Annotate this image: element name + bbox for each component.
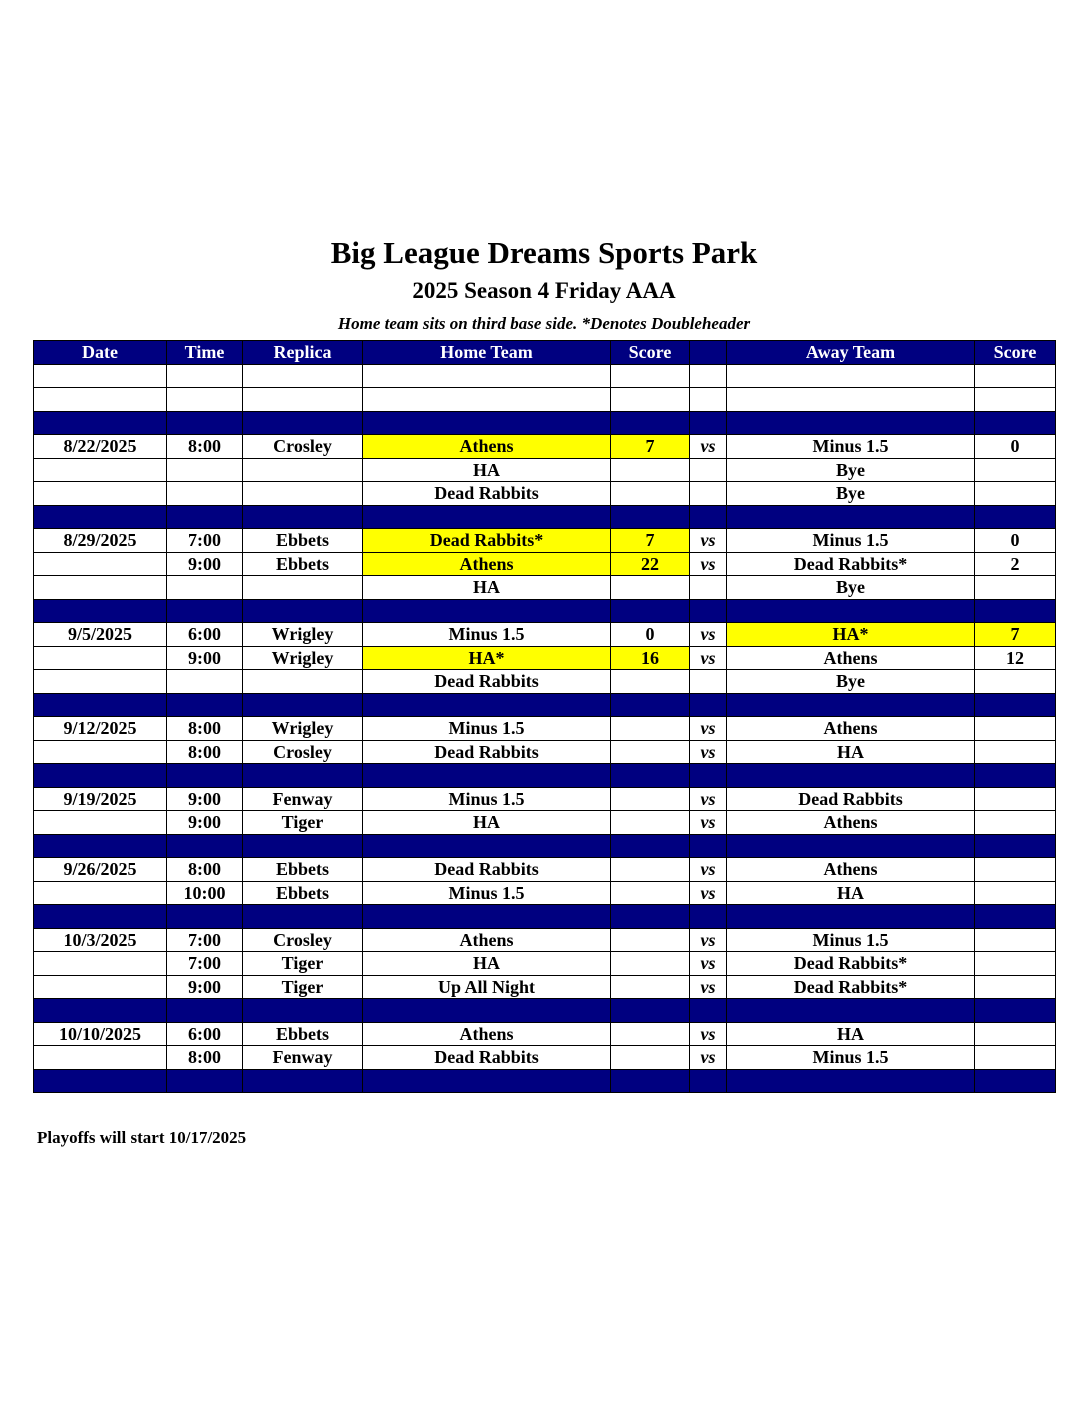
separator-cell: [167, 505, 243, 529]
separator-row: [34, 411, 1056, 435]
home-team-cell: Minus 1.5: [363, 881, 611, 905]
separator-row: [34, 599, 1056, 623]
separator-cell: [690, 599, 727, 623]
replica-cell: [243, 364, 363, 388]
home-team-cell: HA: [363, 952, 611, 976]
home-team-cell: Dead Rabbits: [363, 740, 611, 764]
home-team-cell: Minus 1.5: [363, 717, 611, 741]
game-row: [34, 811, 1056, 835]
separator-row: [34, 693, 1056, 717]
away-score-cell: [975, 1046, 1056, 1070]
separator-row: [34, 1069, 1056, 1093]
separator-cell: [611, 599, 690, 623]
separator-cell: [975, 1069, 1056, 1093]
away-score-cell: [975, 670, 1056, 694]
separator-cell: [611, 764, 690, 788]
game-row: [34, 458, 1056, 482]
separator-cell: [34, 905, 167, 929]
home-team-cell: Athens: [363, 435, 611, 459]
separator-cell: [167, 834, 243, 858]
away-team-cell: Minus 1.5: [727, 435, 975, 459]
date-cell: [34, 646, 167, 670]
date-cell: 10/3/2025: [34, 928, 167, 952]
time-cell: 7:00: [167, 529, 243, 553]
away-team-cell: Dead Rabbits*: [727, 952, 975, 976]
replica-cell: Tiger: [243, 811, 363, 835]
time-cell: 8:00: [167, 740, 243, 764]
replica-cell: Wrigley: [243, 646, 363, 670]
vs-cell: [690, 482, 727, 506]
away-score-cell: [975, 576, 1056, 600]
separator-cell: [34, 693, 167, 717]
col-header-replica: Replica: [243, 341, 363, 365]
separator-cell: [243, 999, 363, 1023]
home-score-cell: [611, 388, 690, 412]
separator-cell: [363, 411, 611, 435]
time-cell: 9:00: [167, 787, 243, 811]
separator-cell: [243, 834, 363, 858]
replica-cell: [243, 388, 363, 412]
away-team-cell: Minus 1.5: [727, 529, 975, 553]
time-cell: 8:00: [167, 1046, 243, 1070]
separator-cell: [690, 834, 727, 858]
vs-cell: vs: [690, 787, 727, 811]
separator-cell: [727, 505, 975, 529]
game-row: [34, 646, 1056, 670]
away-team-cell: HA: [727, 1022, 975, 1046]
time-cell: 10:00: [167, 881, 243, 905]
separator-cell: [611, 905, 690, 929]
separator-cell: [363, 1069, 611, 1093]
home-score-cell: [611, 811, 690, 835]
separator-cell: [975, 999, 1056, 1023]
home-team-cell: [363, 364, 611, 388]
time-cell: [167, 670, 243, 694]
separator-cell: [167, 693, 243, 717]
away-team-cell: HA*: [727, 623, 975, 647]
separator-cell: [975, 411, 1056, 435]
away-score-cell: [975, 482, 1056, 506]
away-score-cell: 7: [975, 623, 1056, 647]
game-row: [34, 529, 1056, 553]
playoffs-note: Playoffs will start 10/17/2025: [37, 1128, 247, 1147]
home-team-cell: Minus 1.5: [363, 623, 611, 647]
vs-cell: [690, 576, 727, 600]
separator-cell: [975, 599, 1056, 623]
away-team-cell: Athens: [727, 811, 975, 835]
time-cell: 7:00: [167, 928, 243, 952]
vs-cell: vs: [690, 811, 727, 835]
home-score-cell: [611, 364, 690, 388]
replica-cell: Ebbets: [243, 529, 363, 553]
separator-cell: [975, 764, 1056, 788]
game-row: [34, 717, 1056, 741]
replica-cell: Fenway: [243, 787, 363, 811]
away-team-cell: Athens: [727, 717, 975, 741]
game-row: [34, 552, 1056, 576]
home-score-cell: [611, 952, 690, 976]
separator-cell: [363, 905, 611, 929]
separator-row: [34, 505, 1056, 529]
separator-cell: [611, 411, 690, 435]
col-header-home-team: Home Team: [363, 341, 611, 365]
game-row: [34, 482, 1056, 506]
vs-cell: vs: [690, 552, 727, 576]
replica-cell: Ebbets: [243, 1022, 363, 1046]
date-cell: [34, 670, 167, 694]
replica-cell: Wrigley: [243, 623, 363, 647]
away-team-cell: HA: [727, 881, 975, 905]
vs-cell: vs: [690, 952, 727, 976]
separator-cell: [34, 999, 167, 1023]
col-header-home-score: Score: [611, 341, 690, 365]
vs-cell: [690, 364, 727, 388]
date-cell: 8/29/2025: [34, 529, 167, 553]
replica-cell: [243, 670, 363, 694]
away-score-cell: [975, 388, 1056, 412]
away-team-cell: Athens: [727, 858, 975, 882]
time-cell: 9:00: [167, 552, 243, 576]
separator-cell: [727, 411, 975, 435]
home-score-cell: [611, 858, 690, 882]
home-team-cell: Athens: [363, 1022, 611, 1046]
game-row: [34, 1022, 1056, 1046]
game-row: [34, 623, 1056, 647]
vs-cell: vs: [690, 881, 727, 905]
game-row: [34, 1046, 1056, 1070]
page-subtitle: 2025 Season 4 Friday AAA: [412, 278, 676, 303]
time-cell: 9:00: [167, 646, 243, 670]
away-score-cell: 0: [975, 529, 1056, 553]
col-header-away-score: Score: [975, 341, 1056, 365]
schedule-table: [33, 340, 1056, 1093]
away-team-cell: Dead Rabbits*: [727, 552, 975, 576]
home-score-cell: [611, 787, 690, 811]
separator-cell: [363, 834, 611, 858]
separator-cell: [243, 599, 363, 623]
home-team-cell: Dead Rabbits: [363, 670, 611, 694]
vs-cell: [690, 388, 727, 412]
game-row: [34, 364, 1056, 388]
separator-cell: [611, 999, 690, 1023]
away-team-cell: Dead Rabbits*: [727, 975, 975, 999]
vs-cell: vs: [690, 858, 727, 882]
separator-cell: [611, 1069, 690, 1093]
away-team-cell: Athens: [727, 646, 975, 670]
replica-cell: Fenway: [243, 1046, 363, 1070]
home-score-cell: [611, 670, 690, 694]
date-cell: [34, 881, 167, 905]
home-score-cell: [611, 975, 690, 999]
separator-cell: [363, 505, 611, 529]
game-row: [34, 952, 1056, 976]
away-score-cell: [975, 787, 1056, 811]
away-score-cell: 2: [975, 552, 1056, 576]
date-cell: 9/5/2025: [34, 623, 167, 647]
separator-cell: [975, 505, 1056, 529]
game-row: [34, 787, 1056, 811]
replica-cell: Tiger: [243, 975, 363, 999]
time-cell: [167, 458, 243, 482]
separator-cell: [690, 505, 727, 529]
time-cell: 8:00: [167, 435, 243, 459]
separator-cell: [727, 693, 975, 717]
time-cell: 6:00: [167, 1022, 243, 1046]
home-score-cell: [611, 458, 690, 482]
away-score-cell: [975, 952, 1056, 976]
separator-cell: [690, 1069, 727, 1093]
home-score-cell: 7: [611, 435, 690, 459]
away-team-cell: Dead Rabbits: [727, 787, 975, 811]
game-row: [34, 740, 1056, 764]
away-team-cell: Bye: [727, 458, 975, 482]
away-score-cell: [975, 1022, 1056, 1046]
separator-cell: [727, 1069, 975, 1093]
away-team-cell: Bye: [727, 482, 975, 506]
separator-cell: [167, 1069, 243, 1093]
separator-row: [34, 764, 1056, 788]
time-cell: 6:00: [167, 623, 243, 647]
time-cell: [167, 364, 243, 388]
away-score-cell: [975, 975, 1056, 999]
vs-cell: vs: [690, 717, 727, 741]
game-row: [34, 435, 1056, 459]
vs-cell: vs: [690, 740, 727, 764]
home-team-cell: HA: [363, 811, 611, 835]
away-team-cell: Minus 1.5: [727, 928, 975, 952]
away-score-cell: [975, 364, 1056, 388]
date-cell: 8/22/2025: [34, 435, 167, 459]
home-score-cell: [611, 717, 690, 741]
away-team-cell: HA: [727, 740, 975, 764]
separator-cell: [975, 905, 1056, 929]
date-cell: [34, 1046, 167, 1070]
replica-cell: Crosley: [243, 740, 363, 764]
time-cell: 8:00: [167, 858, 243, 882]
away-team-cell: Bye: [727, 670, 975, 694]
vs-cell: vs: [690, 928, 727, 952]
home-team-cell: Dead Rabbits: [363, 482, 611, 506]
home-team-cell: Minus 1.5: [363, 787, 611, 811]
vs-cell: vs: [690, 1022, 727, 1046]
separator-cell: [690, 411, 727, 435]
separator-cell: [243, 1069, 363, 1093]
vs-cell: [690, 458, 727, 482]
home-team-cell: Dead Rabbits*: [363, 529, 611, 553]
replica-cell: [243, 576, 363, 600]
home-team-cell: Athens: [363, 928, 611, 952]
home-team-cell: Up All Night: [363, 975, 611, 999]
col-header-away-team: Away Team: [727, 341, 975, 365]
date-cell: [34, 552, 167, 576]
separator-cell: [243, 905, 363, 929]
vs-cell: vs: [690, 529, 727, 553]
col-header-vs: [690, 341, 727, 365]
away-team-cell: [727, 364, 975, 388]
date-cell: 10/10/2025: [34, 1022, 167, 1046]
separator-cell: [611, 834, 690, 858]
doubleheader-note: Home team sits on third base side. *Denotes Doubleheader: [337, 314, 751, 333]
date-cell: [34, 458, 167, 482]
time-cell: 8:00: [167, 717, 243, 741]
replica-cell: Wrigley: [243, 717, 363, 741]
home-team-cell: HA: [363, 458, 611, 482]
game-row: [34, 670, 1056, 694]
separator-cell: [243, 764, 363, 788]
date-cell: [34, 975, 167, 999]
game-row: [34, 576, 1056, 600]
game-row: [34, 858, 1056, 882]
away-score-cell: [975, 717, 1056, 741]
game-row: [34, 928, 1056, 952]
home-team-cell: Athens: [363, 552, 611, 576]
time-cell: 9:00: [167, 975, 243, 999]
time-cell: [167, 482, 243, 506]
date-cell: [34, 952, 167, 976]
separator-cell: [34, 599, 167, 623]
separator-cell: [34, 411, 167, 435]
separator-cell: [167, 764, 243, 788]
replica-cell: Crosley: [243, 928, 363, 952]
home-score-cell: [611, 1022, 690, 1046]
separator-cell: [363, 693, 611, 717]
separator-cell: [727, 764, 975, 788]
separator-cell: [243, 505, 363, 529]
date-cell: [34, 576, 167, 600]
separator-cell: [611, 693, 690, 717]
home-score-cell: 7: [611, 529, 690, 553]
vs-cell: vs: [690, 646, 727, 670]
home-team-cell: Dead Rabbits: [363, 1046, 611, 1070]
separator-row: [34, 999, 1056, 1023]
separator-cell: [690, 999, 727, 1023]
replica-cell: Crosley: [243, 435, 363, 459]
home-score-cell: 16: [611, 646, 690, 670]
page-title: Big League Dreams Sports Park: [330, 235, 758, 270]
vs-cell: vs: [690, 1046, 727, 1070]
home-team-cell: HA: [363, 576, 611, 600]
separator-cell: [167, 905, 243, 929]
away-score-cell: [975, 740, 1056, 764]
separator-cell: [727, 599, 975, 623]
separator-row: [34, 834, 1056, 858]
separator-cell: [727, 905, 975, 929]
away-team-cell: Minus 1.5: [727, 1046, 975, 1070]
replica-cell: [243, 482, 363, 506]
vs-cell: vs: [690, 435, 727, 459]
schedule-body: [34, 364, 1056, 1093]
separator-cell: [727, 834, 975, 858]
game-row: [34, 388, 1056, 412]
separator-cell: [363, 999, 611, 1023]
separator-cell: [167, 411, 243, 435]
away-score-cell: 0: [975, 435, 1056, 459]
home-team-cell: [363, 388, 611, 412]
col-header-time: Time: [167, 341, 243, 365]
replica-cell: [243, 458, 363, 482]
home-score-cell: [611, 881, 690, 905]
home-score-cell: 0: [611, 623, 690, 647]
home-score-cell: [611, 740, 690, 764]
home-score-cell: [611, 1046, 690, 1070]
game-row: [34, 881, 1056, 905]
separator-cell: [243, 411, 363, 435]
separator-cell: [975, 693, 1056, 717]
vs-cell: vs: [690, 623, 727, 647]
vs-cell: vs: [690, 975, 727, 999]
home-score-cell: 22: [611, 552, 690, 576]
home-team-cell: Dead Rabbits: [363, 858, 611, 882]
separator-cell: [34, 834, 167, 858]
date-cell: 9/12/2025: [34, 717, 167, 741]
home-score-cell: [611, 928, 690, 952]
date-cell: [34, 364, 167, 388]
replica-cell: Ebbets: [243, 881, 363, 905]
separator-cell: [690, 693, 727, 717]
separator-cell: [690, 764, 727, 788]
separator-cell: [363, 599, 611, 623]
date-cell: 9/26/2025: [34, 858, 167, 882]
separator-cell: [34, 764, 167, 788]
separator-cell: [167, 999, 243, 1023]
home-score-cell: [611, 482, 690, 506]
away-score-cell: [975, 458, 1056, 482]
date-cell: [34, 388, 167, 412]
separator-cell: [611, 505, 690, 529]
replica-cell: Ebbets: [243, 858, 363, 882]
separator-cell: [727, 999, 975, 1023]
away-team-cell: [727, 388, 975, 412]
separator-cell: [34, 1069, 167, 1093]
date-cell: [34, 740, 167, 764]
separator-cell: [975, 834, 1056, 858]
away-score-cell: [975, 928, 1056, 952]
separator-cell: [690, 905, 727, 929]
away-score-cell: [975, 858, 1056, 882]
home-team-cell: HA*: [363, 646, 611, 670]
date-cell: [34, 811, 167, 835]
separator-row: [34, 905, 1056, 929]
replica-cell: Tiger: [243, 952, 363, 976]
replica-cell: Ebbets: [243, 552, 363, 576]
time-cell: [167, 576, 243, 600]
separator-cell: [243, 693, 363, 717]
header-row: [34, 341, 1056, 365]
time-cell: 7:00: [167, 952, 243, 976]
separator-cell: [167, 599, 243, 623]
away-team-cell: Bye: [727, 576, 975, 600]
time-cell: 9:00: [167, 811, 243, 835]
vs-cell: [690, 670, 727, 694]
away-score-cell: [975, 881, 1056, 905]
time-cell: [167, 388, 243, 412]
separator-cell: [34, 505, 167, 529]
game-row: [34, 975, 1056, 999]
home-score-cell: [611, 576, 690, 600]
away-score-cell: 12: [975, 646, 1056, 670]
col-header-date: Date: [34, 341, 167, 365]
away-score-cell: [975, 811, 1056, 835]
date-cell: 9/19/2025: [34, 787, 167, 811]
date-cell: [34, 482, 167, 506]
separator-cell: [363, 764, 611, 788]
